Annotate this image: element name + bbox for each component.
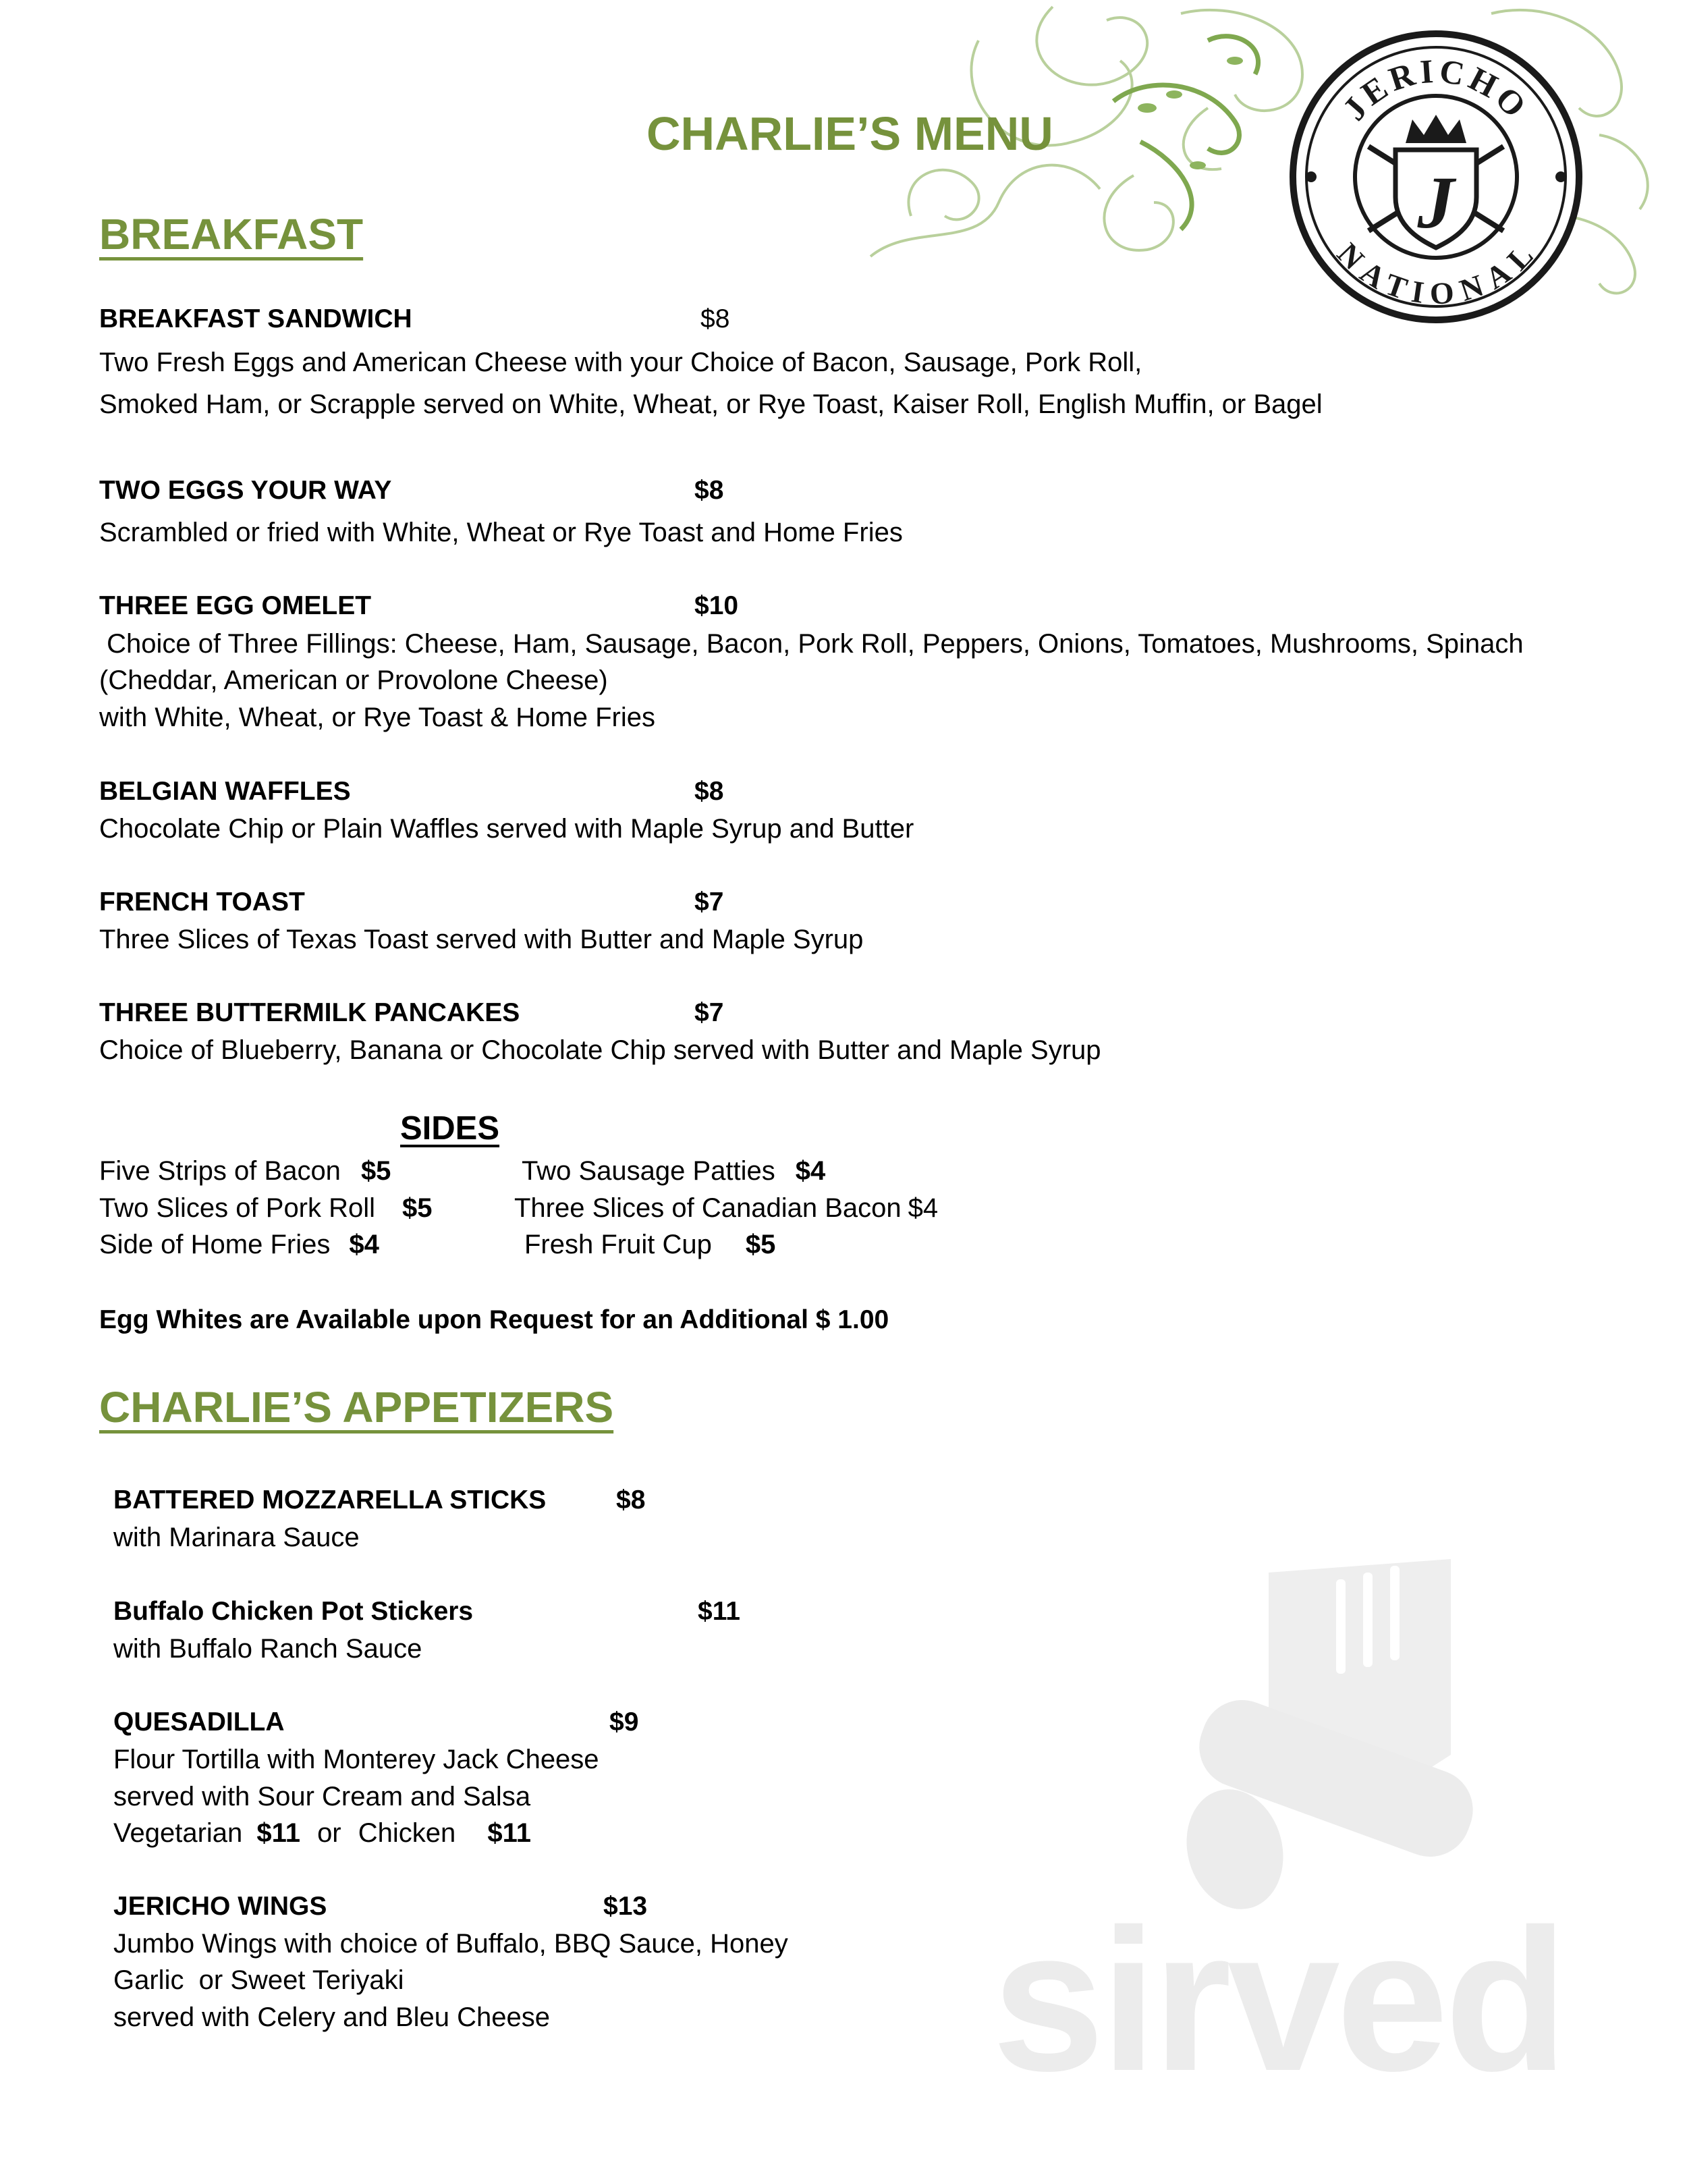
menu-item-desc: Chocolate Chip or Plain Waffles served with Maple Syrup and Butter (99, 814, 914, 844)
menu-item-desc: Two Fresh Eggs and American Cheese with your Choice of Bacon, Sausage, Pork Roll, (99, 348, 1142, 377)
appetizer-name: QUESADILLA (113, 1708, 285, 1737)
jericho-national-logo (1288, 28, 1584, 325)
appetizer-price: $9 (609, 1708, 639, 1737)
appetizer-desc: Flour Tortilla with Monterey Jack Cheese (113, 1745, 599, 1774)
appetizer-desc: served with Celery and Bleu Cheese (113, 2002, 551, 2032)
appetizer-price: $13 (603, 1892, 648, 1921)
logo-top-text: JERICHO (1335, 51, 1537, 128)
menu-item-desc: Three Slices of Texas Toast served with Butter and Maple Syrup (99, 925, 864, 954)
menu-item-price: $8 (694, 777, 724, 806)
side-item: Fresh Fruit Cup $5 (524, 1230, 776, 1259)
menu-item-desc: Smoked Ham, or Scrapple served on White, Wheat, or Rye Toast, Kaiser Roll, English Muffin, or Bagel (99, 389, 1323, 419)
menu-item-name: THREE BUTTERMILK PANCAKES (99, 998, 520, 1027)
sides-heading: SIDES (400, 1110, 500, 1147)
menu-item-price: $8 (694, 476, 724, 505)
appetizer-desc: served with Sour Cream and Salsa (113, 1782, 531, 1811)
appetizer-name: JERICHO WINGS (113, 1892, 327, 1921)
appetizer-price: $8 (616, 1485, 646, 1514)
menu-item-desc: with White, Wheat, or Rye Toast & Home Fries (99, 703, 655, 732)
logo-monogram: J (1417, 161, 1455, 244)
menu-item-price: $7 (694, 888, 724, 917)
menu-item-price: $7 (694, 998, 724, 1027)
menu-item-name: THREE EGG OMELET (99, 591, 372, 620)
side-item: Three Slices of Canadian Bacon $4 (514, 1193, 939, 1223)
side-item: Side of Home Fries $4 (99, 1230, 379, 1259)
appetizers-heading: CHARLIE’S APPETIZERS (99, 1383, 614, 1431)
appetizer-desc: Garlic or Sweet Teriyaki (113, 1965, 404, 1995)
logo-bottom-text: NATIONAL (1330, 236, 1542, 311)
menu-item-name: TWO EGGS YOUR WAY (99, 476, 392, 505)
side-item: Five Strips of Bacon $5 (99, 1156, 391, 1186)
appetizer-price: $11 (698, 1597, 740, 1626)
breakfast-heading: BREAKFAST (99, 210, 364, 258)
appetizer-desc: with Marinara Sauce (113, 1523, 360, 1552)
menu-item-name: BREAKFAST SANDWICH (99, 304, 412, 333)
side-item: Two Sausage Patties $4 (522, 1156, 826, 1186)
egg-whites-note: Egg Whites are Available upon Request for an Additional $ 1.00 (99, 1305, 889, 1334)
menu-item-desc: Choice of Blueberry, Banana or Chocolate Chip served with Butter and Maple Syrup (99, 1035, 1101, 1065)
sirved-watermark: sirved (992, 1886, 1564, 2113)
quesadilla-options: Vegetarian $11 or Chicken $11 (113, 1818, 531, 1848)
menu-item-desc: Scrambled or fried with White, Wheat or Rye Toast and Home Fries (99, 518, 903, 547)
menu-item-name: FRENCH TOAST (99, 888, 305, 917)
appetizer-desc: with Buffalo Ranch Sauce (113, 1634, 422, 1664)
menu-item-price: $10 (694, 591, 739, 620)
fork-spoon-watermark-icon (1134, 1532, 1525, 1937)
menu-item-desc: Choice of Three Fillings: Cheese, Ham, Sausage, Bacon, Pork Roll, Peppers, Onions, Tomatoes, Mushrooms, Spinach (99, 629, 1524, 659)
appetizer-name: Buffalo Chicken Pot Stickers (113, 1597, 474, 1626)
appetizer-name: BATTERED MOZZARELLA STICKS (113, 1485, 547, 1514)
side-item: Two Slices of Pork Roll $5 (99, 1193, 433, 1223)
menu-title: CHARLIE’S MENU (646, 107, 1053, 160)
appetizer-desc: Jumbo Wings with choice of Buffalo, BBQ Sauce, Honey (113, 1929, 788, 1959)
menu-item-name: BELGIAN WAFFLES (99, 777, 351, 806)
menu-item-desc: (Cheddar, American or Provolone Cheese) (99, 665, 608, 695)
menu-item-price: $8 (700, 304, 730, 333)
